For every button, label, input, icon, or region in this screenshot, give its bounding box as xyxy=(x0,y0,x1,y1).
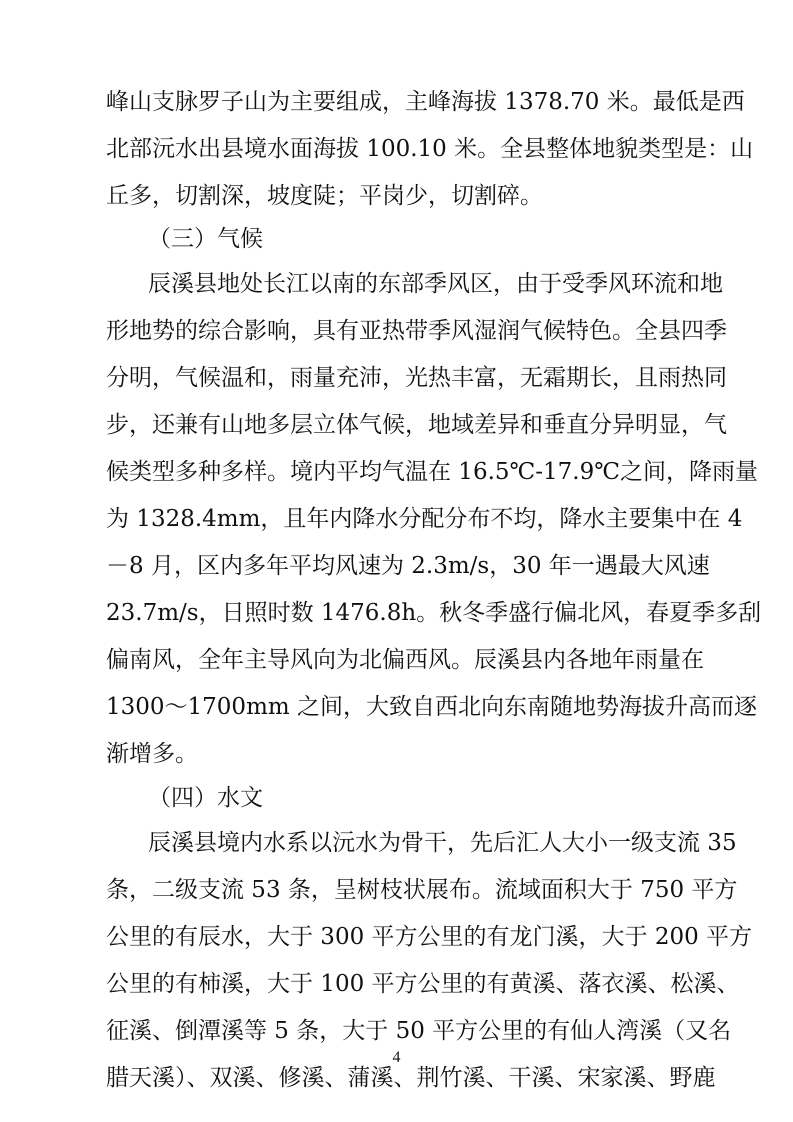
section-heading-climate: （三）气候 xyxy=(148,226,263,252)
text-line: 峰山支脉罗子山为主要组成，主峰海拔 1378.70 米。最低是西 xyxy=(106,89,745,115)
text-line: 1300～1700mm 之间，大致自西北向东南随地势海拔升高而逐 xyxy=(106,694,757,720)
text-line: －8 月，区内多年平均风速为 2.3m/s，30 年一遇最大风速 xyxy=(106,553,710,579)
text-line: 丘多，切割深，坡度陡；平岗少，切割碎。 xyxy=(106,183,543,209)
page-number: 4 xyxy=(392,1049,401,1066)
text-line: 辰溪县境内水系以沅水为骨干，先后汇人大小一级支流 35 xyxy=(148,830,737,856)
text-line: 步，还兼有山地多层立体气候，地域差异和垂直分异明显，气 xyxy=(106,412,727,438)
text-line: 偏南风，全年主导风向为北偏西风。辰溪县内各地年雨量在 xyxy=(106,647,704,673)
text-line: 分明，气候温和，雨量充沛，光热丰富，无霜期长，且雨热同 xyxy=(106,365,727,391)
text-line: 征溪、倒潭溪等 5 条，大于 50 平方公里的有仙人湾溪（又名 xyxy=(106,1018,732,1044)
text-line: 条，二级支流 53 条，呈树枝状展布。流域面积大于 750 平方 xyxy=(106,877,738,903)
text-line: 23.7m/s，日照时数 1476.8h。秋冬季盛行偏北风，春夏季多刮 xyxy=(106,600,762,626)
text-line: 形地势的综合影响，具有亚热带季风湿润气候特色。全县四季 xyxy=(106,318,727,344)
text-line: 渐增多。 xyxy=(106,741,198,767)
text-line: 腊天溪）、双溪、修溪、蒲溪、荆竹溪、干溪、宋家溪、野鹿 xyxy=(106,1065,716,1091)
text-line: 北部沅水出县境水面海拔 100.10 米。全县整体地貌类型是：山 xyxy=(106,136,754,162)
text-line: 公里的有辰水，大于 300 平方公里的有龙门溪，大于 200 平方 xyxy=(106,924,753,950)
section-heading-hydrology: （四）水文 xyxy=(148,785,263,811)
text-line: 为 1328.4mm，且年内降水分配分布不均，降水主要集中在 4 xyxy=(106,506,743,532)
text-line: 候类型多种多样。境内平均气温在 16.5℃-17.9℃之间，降雨量 xyxy=(106,459,758,485)
text-line: 公里的有柿溪，大于 100 平方公里的有黄溪、落衣溪、松溪、 xyxy=(106,971,740,997)
text-line: 辰溪县地处长江以南的东部季风区，由于受季风环流和地 xyxy=(148,271,723,297)
